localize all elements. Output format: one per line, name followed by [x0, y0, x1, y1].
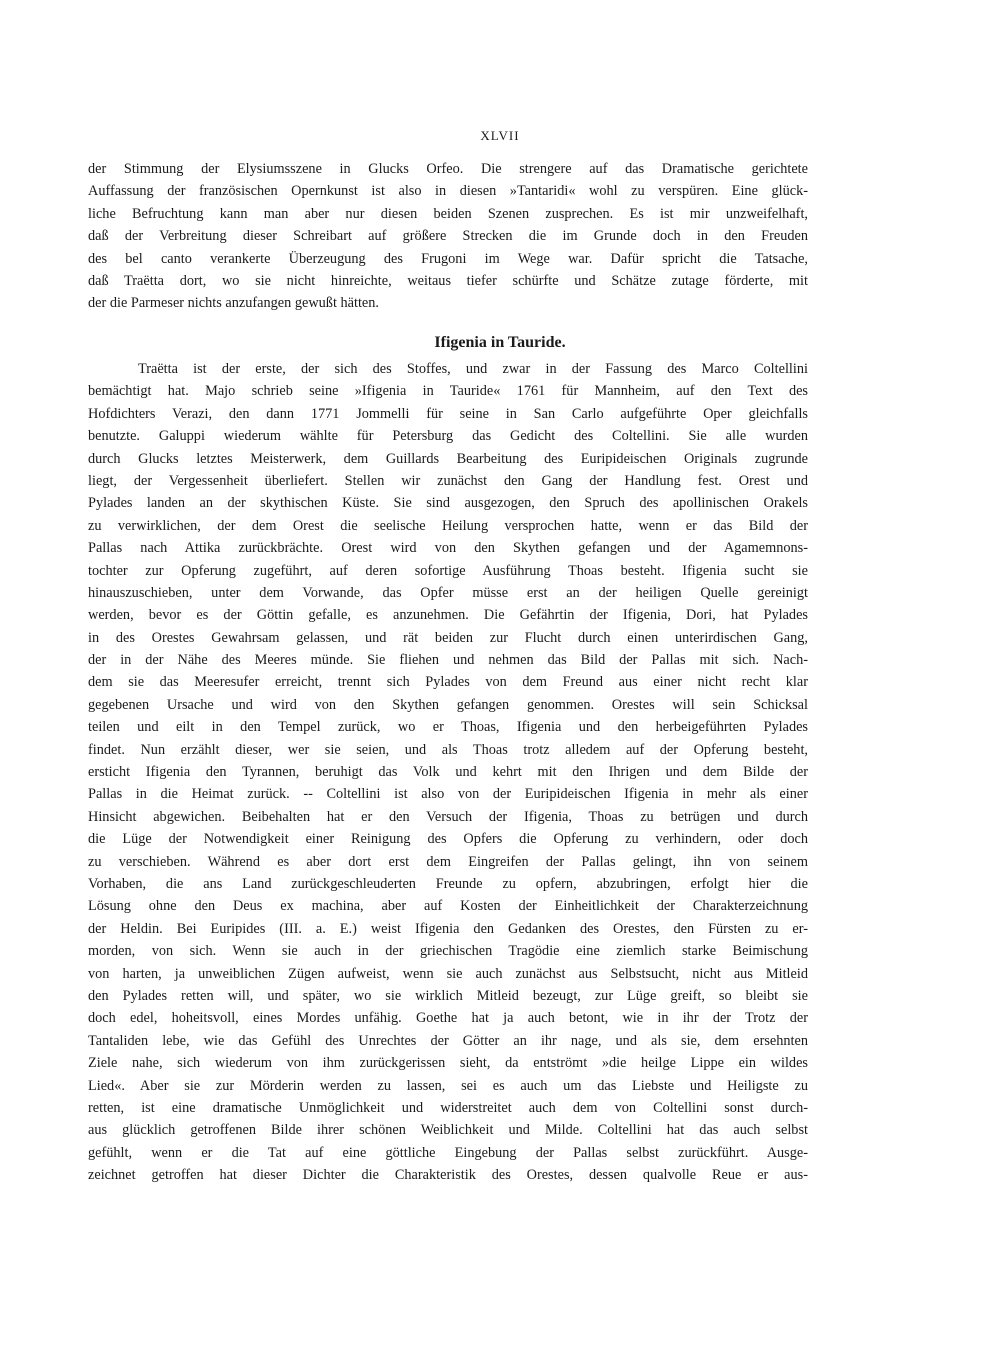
text-line: daß Traëtta dort, wo sie nicht hinreichte, weitaus tiefer schürfte und Schätze zutage förderte, mit — [88, 272, 808, 289]
text-line: des bel canto verankerte Überzeugung des Frugoni im Wege war. Dafür spricht die Tatsache, — [88, 250, 808, 267]
text-line: Pylades landen an der skythischen Küste. Sie sind ausgezogen, den Spruch des apollinischen Orakels — [88, 495, 808, 512]
text-line: teilen und eilt in den Tempel zurück, wo er Thoas, Ifigenia und den herbeigeführten Pylades — [88, 719, 808, 736]
text-line: ersticht Ifigenia den Tyrannen, beruhigt das Volk und kehrt mit den Ihrigen und dem Bilde der — [88, 764, 808, 781]
text-line: tochter zur Opferung zugeführt, auf deren sofortige Ausführung Thoas besteht. Ifigenia sucht sie — [88, 562, 808, 579]
text-line: bemächtigt hat. Majo schrieb seine »Ifigenia in Tauride« 1761 für Mannheim, auf den Text des — [88, 383, 808, 400]
text-line: die Lüge der Notwendigkeit einer Reinigung des Opfers die Opferung zu verhindern, oder doch — [88, 831, 808, 848]
text-line: der Stimmung der Elysiumsszene in Glucks Orfeo. Die strengere auf das Dramatische gerichtete — [88, 161, 808, 177]
text-line: aus glücklich getroffenen Bilde ihrer schönen Weiblichkeit und Milde. Coltellini hat das auch selbst — [88, 1122, 808, 1139]
text-line: findet. Nun erzählt dieser, wer sie seien, und als Thoas trotz alledem auf der Opferung besteht, — [88, 741, 808, 758]
text-line: zeichnet getroffen hat dieser Dichter die Charakteristik des Orestes, dessen qualvolle Reue er aus- — [88, 1167, 808, 1184]
text-line: liche Befruchtung kann man aber nur diesen beiden Szenen zusprechen. Es ist mir unzweifelhaft, — [88, 205, 808, 222]
text-line: hinauszuschieben, unter dem Vorwande, das Opfer müsse erst an der heiligen Quelle gereinigt — [88, 584, 808, 601]
text-line: Hinsicht abgewichen. Beibehalten hat er den Versuch der Ifigenia, Thoas zu betrügen und durch — [88, 808, 808, 825]
text-line: Lösung ohne den Deus ex machina, aber auf Kosten der Einheitlichkeit der Charakterzeichnung — [88, 898, 808, 915]
text-line: gegebenen Ursache und wird von den Skythen gefangen genommen. Orestes will sein Schicksal — [88, 696, 808, 713]
text-line: gefühlt, wenn er die Tat auf eine göttliche Eingebung der Pallas selbst zurückführt. Ausge- — [88, 1144, 808, 1161]
page-number: XLVII — [480, 128, 520, 143]
text-line: Pallas in die Heimat zurück. -- Coltellini ist also von der Euripideischen Ifigenia in mehr als einer — [88, 786, 808, 803]
text-line: liegt, der Vergessenheit überliefert. Stellen wir zunächst den Gang der Handlung fest. Orest und — [88, 472, 808, 489]
text-line: doch edel, hoheitsvoll, eines Mordes unfähig. Goethe hat ja auch betont, wie in ihr der Trotz der — [88, 1010, 808, 1027]
text-line: von harten, ja unweiblichen Zügen aufweist, wenn sie auch zunächst aus Selbstsucht, nicht aus Mitleid — [88, 965, 808, 982]
text-line: benutzte. Galuppi wiederum wählte für Petersburg das Gedicht des Coltellini. Sie alle wurden — [88, 428, 808, 445]
text-line: retten, ist eine dramatische Unmöglichkeit und widerstreitet auch dem von Coltellini sonst durch- — [88, 1099, 808, 1116]
main-paragraph — [88, 358, 808, 1186]
text-line: zu verschieben. Während es aber dort erst dem Eingreifen der Pallas gelingt, ihn von seinem — [88, 853, 808, 870]
text-line: der in der Nähe des Meeres münde. Sie fliehen und nehmen das Bild der Pallas mit sich. Nach- — [88, 652, 808, 669]
text-line: Lied«. Aber sie zur Mörderin werden zu lassen, sei es auch um das Liebste und Heiligste zu — [88, 1077, 808, 1094]
text-line: Auffassung der französischen Opernkunst ist also in diesen »Tantaridi« wohl zu verspüren. Eine glück- — [88, 183, 808, 200]
text-line: daß der Verbreitung dieser Schreibart auf größere Strecken die im Grunde doch in den Freuden — [88, 228, 808, 245]
text-line: zu verwirklichen, der dem Orest die seelische Heilung versprochen hatte, wenn er das Bild der — [88, 517, 808, 534]
text-line: der die Parmeser nichts anzufangen gewußt hätten. — [88, 295, 379, 312]
text-line: Ziele nahe, sich wiederum von ihm zurückgerissen sieht, da entströmt »die heilge Lippe ein wildes — [88, 1055, 808, 1072]
text-line: durch Glucks letztes Meisterwerk, dem Guillards Bearbeitung des Euripideischen Originals zugrunde — [88, 450, 808, 467]
text-line: Hofdichters Verazi, den dann 1771 Jommelli für seine in San Carlo aufgeführte Oper gleichfalls — [88, 405, 808, 422]
text-line: in des Orestes Gewahrsam gelassen, und rät beiden zur Flucht durch einen unterirdischen Gang, — [88, 629, 808, 646]
text-line: Vorhaben, die ans Land zurückgeschleuderten Freunde zu opfern, abzubringen, erfolgt hier die — [88, 875, 808, 892]
text-line: Tantaliden lebe, wie das Gefühl des Unrechtes der Götter an ihr nage, und als sie, dem ersehnten — [88, 1032, 808, 1049]
section-heading: Ifigenia in Tauride. — [434, 334, 566, 351]
text-line: morden, von sich. Wenn sie auch in der griechischen Tragödie eine ziemlich starke Beimischung — [88, 943, 808, 960]
text-line: werden, bevor es der Göttin gefalle, es anzunehmen. Die Gefährtin der Ifigenia, Dori, hat Pylades — [88, 607, 808, 624]
text-line: Traëtta ist der erste, der sich des Stoffes, und zwar in der Fassung des Marco Coltellini — [138, 361, 808, 377]
text-line: den Pylades retten will, und später, wo sie wirklich Mitleid bezeugt, zur Lüge greift, so bleibt sie — [88, 987, 808, 1004]
intro-paragraph — [88, 158, 808, 315]
text-line: Pallas nach Attika zurückbrächte. Orest wird von den Skythen gefangen und der Agamemnons- — [88, 540, 808, 557]
text-line: dem sie das Meeresufer erreicht, trennt sich Pylades von dem Freund aus einer nicht recht klar — [88, 674, 808, 691]
text-line: der Heldin. Bei Euripides (III. a. E.) weist Ifigenia den Gedanken des Orestes, den Fürsten zu er- — [88, 920, 808, 937]
